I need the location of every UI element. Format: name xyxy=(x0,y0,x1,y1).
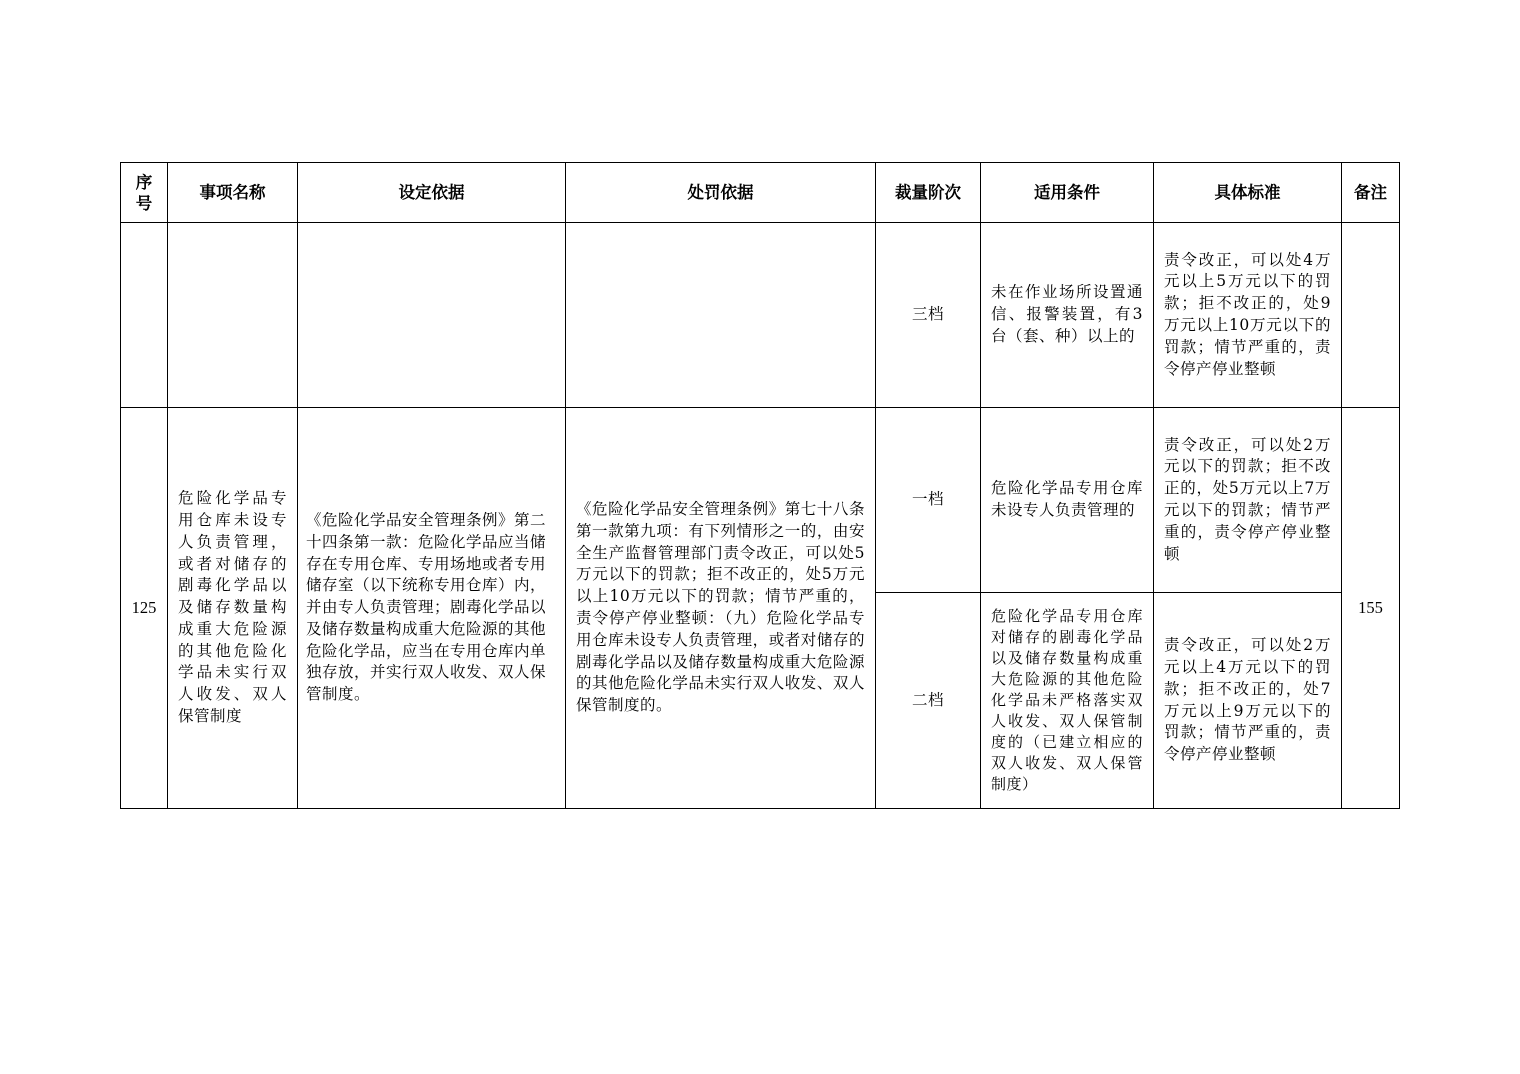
empty-cell xyxy=(121,223,168,408)
table-row xyxy=(121,223,1400,408)
condition-cell: 危险化学品专用仓库对储存的剧毒化学品以及储存数量构成重大危险源的其他危险化学品未严格落实双人收发、双人保管制度的（已建立相应的双人收发、双人保管制度） xyxy=(981,593,1154,809)
header-basis-penalty: 处罚依据 xyxy=(566,163,876,223)
header-remark: 备注 xyxy=(1342,163,1400,223)
empty-cell xyxy=(298,223,566,408)
item-number: 125 xyxy=(121,408,168,809)
empty-cell xyxy=(1342,223,1400,408)
standard-cell: 责令改正，可以处2万元以上4万元以下的罚款；拒不改正的，处7万元以上9万元以下的罚款；情节严重的，责令停产停业整顿 xyxy=(1154,593,1342,809)
item-name: 危险化学品专用仓库未设专人负责管理，或者对储存的剧毒化学品以及储存数量构成重大危险源的其他危险化学品未实行双人收发、双人保管制度 xyxy=(168,408,298,809)
header-condition: 适用条件 xyxy=(981,163,1154,223)
empty-cell xyxy=(168,223,298,408)
table-row xyxy=(121,408,1400,593)
header-row xyxy=(121,163,1400,223)
header-standard: 具体标准 xyxy=(1154,163,1342,223)
standard-cell: 责令改正，可以处4万元以上5万元以下的罚款；拒不改正的，处9万元以上10万元以下的罚款；情节严重的，责令停产停业整顿 xyxy=(1154,223,1342,408)
tier-cell: 二档 xyxy=(876,593,981,809)
header-basis-setting: 设定依据 xyxy=(298,163,566,223)
condition-cell: 危险化学品专用仓库未设专人负责管理的 xyxy=(981,408,1154,593)
tier-cell: 一档 xyxy=(876,408,981,593)
penalty-discretion-table xyxy=(120,162,1400,809)
standard-cell: 责令改正，可以处2万元以下的罚款；拒不改正的，处5万元以上7万元以下的罚款；情节严重的，责令停产停业整顿 xyxy=(1154,408,1342,593)
header-number: 序号 xyxy=(121,163,168,223)
remark-cell: 155 xyxy=(1342,408,1400,809)
condition-cell: 未在作业场所设置通信、报警装置，有3台（套、种）以上的 xyxy=(981,223,1154,408)
basis-penalty: 《危险化学品安全管理条例》第七十八条第一款第九项：有下列情形之一的，由安全生产监督管理部门责令改正，可以处5万元以下的罚款；拒不改正的，处5万元以上10万元以下的罚款；情节严重的，责令停产停业整顿：（九）危险化学品专用仓库未设专人负责管理，或者对储存的剧毒化学品以及储存数量构成重大危险源的其他危险化学品未实行双人收发、双人保管制度的。 xyxy=(566,408,876,809)
empty-cell xyxy=(566,223,876,408)
tier-cell: 三档 xyxy=(876,223,981,408)
header-item-name: 事项名称 xyxy=(168,163,298,223)
header-tier: 裁量阶次 xyxy=(876,163,981,223)
basis-setting: 《危险化学品安全管理条例》第二十四条第一款：危险化学品应当储存在专用仓库、专用场地或者专用储存室（以下统称专用仓库）内，并由专人负责管理；剧毒化学品以及储存数量构成重大危险源的其他危险化学品，应当在专用仓库内单独存放，并实行双人收发、双人保管制度。 xyxy=(298,408,566,809)
